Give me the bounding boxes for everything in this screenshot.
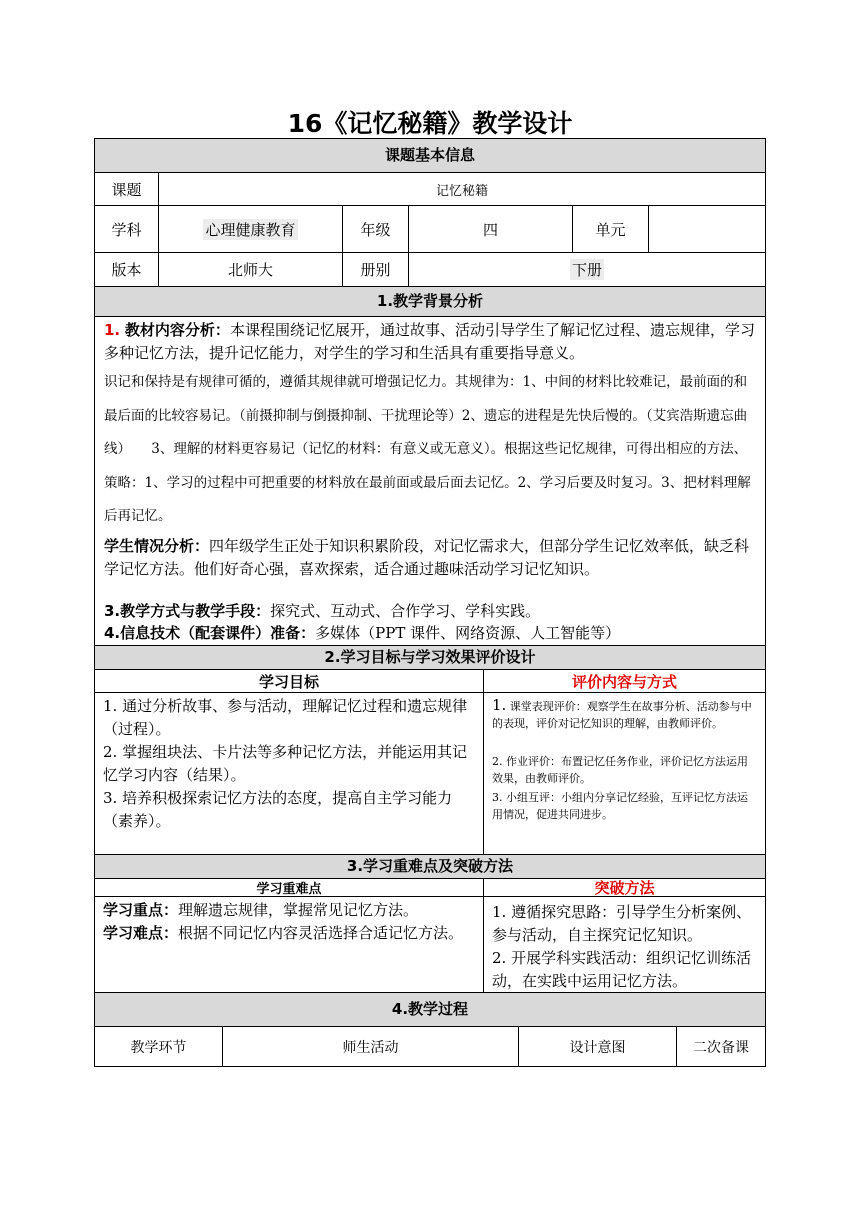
- student-analysis: [104, 535, 756, 581]
- goals-body: [95, 693, 765, 855]
- goals-left-head: 学习目标: [95, 670, 484, 692]
- goals-list: [95, 693, 484, 854]
- process-col-intent: 设计意图: [519, 1027, 677, 1067]
- keypoints-list: [95, 897, 484, 992]
- material-title: 教材内容分析：: [124, 321, 230, 339]
- topic-label: 课题: [95, 173, 159, 205]
- section-process-header: 4.教学过程: [95, 993, 765, 1027]
- section-basic-info-header: 课题基本信息: [95, 139, 765, 173]
- eval-item: [492, 789, 756, 823]
- focus-point: [103, 899, 475, 922]
- process-column-heads: [95, 1027, 765, 1067]
- process-col-revision: 二次备课: [693, 1040, 749, 1056]
- eval-item: [492, 697, 756, 732]
- subject-label: 学科: [95, 206, 159, 252]
- subject-value: 心理健康教育: [205, 220, 296, 239]
- edition-row: [95, 253, 765, 287]
- edition-label: 版本: [95, 253, 159, 286]
- eval-item-text: 作业评价：布置记忆任务作业，评价记忆方法运用效果，由教师评价。: [492, 755, 748, 785]
- topic-row: [95, 173, 765, 206]
- eval-item-number: 3.: [492, 791, 503, 804]
- difficulty-text: 根据不同记忆内容灵活选择合适记忆方法。: [178, 924, 464, 942]
- process-col-stage: 教学环节: [95, 1027, 223, 1067]
- keypoints-left-head: 学习重难点: [95, 879, 484, 896]
- goals-column-heads: [95, 670, 765, 693]
- background-body: [95, 317, 765, 646]
- volume-cell: [409, 253, 765, 286]
- student-text: 四年级学生正处于知识积累阶段，对记忆需求大，但部分学生记忆效率低，缺乏科学记忆方法。他们好奇心强，喜欢探索，适合通过趣味活动学习记忆知识。: [104, 537, 750, 578]
- lesson-plan-table: [94, 138, 766, 1067]
- section-keypoints-header: 3.学习重难点及突破方法: [95, 855, 765, 879]
- keypoints-column-heads: [95, 879, 765, 897]
- eval-item-number: 2.: [492, 755, 503, 768]
- eval-item: [492, 753, 756, 787]
- subject-row: [95, 206, 765, 253]
- edition-value: 北师大: [159, 253, 343, 286]
- material-text: 本课程围绕记忆展开，通过故事、活动引导学生了解记忆过程、遗忘规律，学习多种记忆方法，提升记忆能力，对学生的学习和生活具有重要指导意义。: [104, 321, 755, 362]
- goal-item: 1. 通过分析故事、参与活动，理解记忆过程和遗忘规律（过程）。: [103, 697, 468, 738]
- keypoints-body: [95, 897, 765, 993]
- teaching-method: [104, 600, 756, 623]
- eval-item-number: 1.: [492, 696, 507, 714]
- breakthrough-list: [484, 897, 765, 992]
- volume-value: 下册: [571, 261, 602, 279]
- document-title: 16《记忆秘籍》教学设计: [287, 109, 573, 138]
- volume-label: 册别: [343, 253, 409, 286]
- goal-item: 2. 掌握组块法、卡片法等多种记忆方法，并能运用其记忆学习内容（结果）。: [103, 743, 468, 784]
- difficulty-point: [103, 922, 475, 945]
- focus-text: 理解遗忘规律，掌握常见记忆方法。: [178, 901, 419, 919]
- method-title: 3.教学方式与教学手段：: [104, 602, 271, 620]
- eval-item-text: 小组互评：小组内分享记忆经验，互评记忆方法运用情况，促进共同进步。: [492, 791, 748, 821]
- topic-value: 记忆秘籍: [435, 183, 488, 199]
- tech-preparation: [104, 622, 756, 645]
- subject-cell: [159, 206, 343, 252]
- section-background-header: 1.教学背景分析: [95, 287, 765, 317]
- goal-item: 3. 培养积极探索记忆方法的态度，提高自主学习能力（素养）。: [103, 789, 453, 830]
- grade-value: 四: [409, 206, 573, 252]
- evaluation-list: [484, 693, 765, 854]
- method-item: 1. 遵循探究思路：引导学生分析案例、参与活动，自主探究记忆知识。: [492, 903, 752, 944]
- unit-label: 单元: [573, 206, 649, 252]
- material-analysis: [104, 319, 756, 365]
- focus-title: 学习重点：: [103, 901, 179, 919]
- eval-item-text: 课堂表现评价：观察学生在故事分析、活动参与中的表现，评价对记忆知识的理解，由教师评价。: [492, 700, 752, 730]
- tech-text: 多媒体（PPT 课件、网络资源、人工智能等）: [315, 624, 621, 642]
- memory-rules-text: 识记和保持是有规律可循的，遵循其规律就可增强记忆力。其规律为：1、中间的材料比较难记，最前面的和最后面的比较容易记。（前摄抑制与倒摄抑制、干扰理论等）2、遗忘的进程是先快后慢的。（艾宾浩斯遗忘曲线） 3、理解的材料更容易记（记忆的材料：有意义或无意义）。根据这些记忆规律，可得出相应的方法、策略：1、学习的过程中可把重要的材料放在最前面或最后面去记忆。2、学习后要及时复习。3、把材料理解后再记忆。: [104, 374, 751, 524]
- material-number: 1.: [104, 321, 121, 339]
- difficulty-title: 学习难点：: [103, 924, 179, 942]
- keypoints-right-head: 突破方法: [594, 879, 655, 897]
- tech-title: 4.信息技术（配套课件）准备：: [104, 624, 316, 642]
- method-text: 探究式、互动式、合作学习、学科实践。: [270, 602, 541, 620]
- section-goals-header: 2.学习目标与学习效果评价设计: [95, 646, 765, 670]
- student-title: 学生情况分析：: [104, 537, 210, 555]
- method-item: 2. 开展学科实践活动：组织记忆训练活动，在实践中运用记忆方法。: [492, 949, 752, 990]
- grade-label: 年级: [343, 206, 409, 252]
- process-col-activities: 师生活动: [223, 1027, 519, 1067]
- goals-right-head: 评价内容与方式: [571, 672, 677, 691]
- unit-value: [649, 206, 765, 252]
